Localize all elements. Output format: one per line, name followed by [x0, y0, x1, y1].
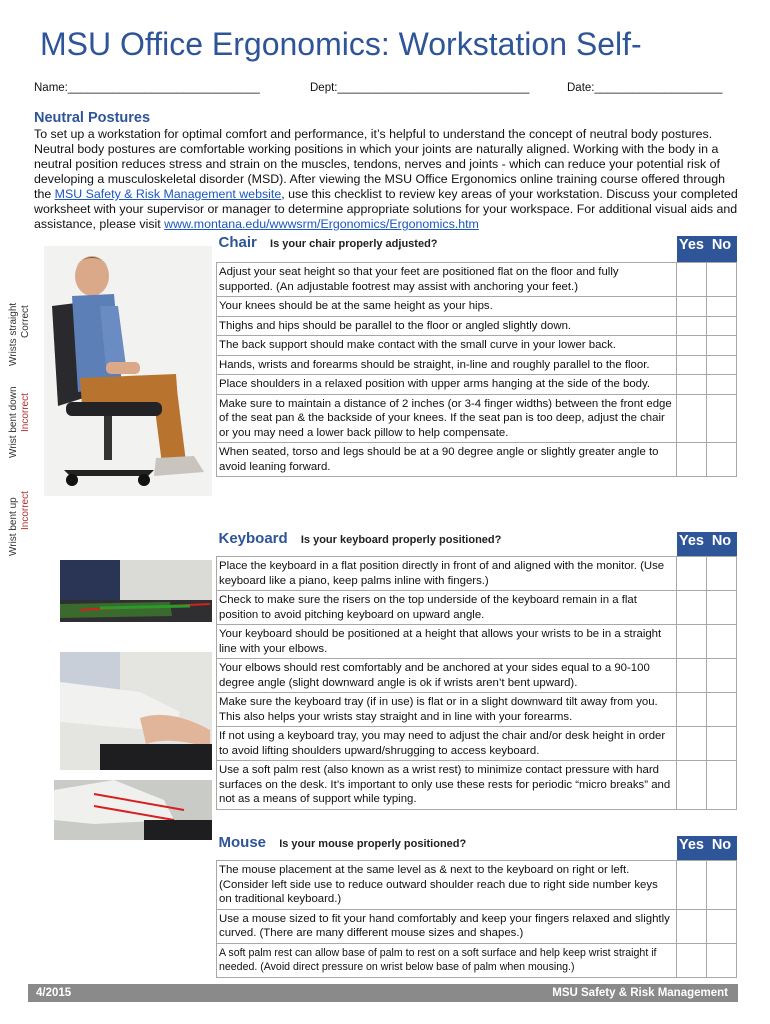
no-checkbox[interactable] [707, 761, 737, 810]
keyboard-yes-label: Yes [679, 533, 704, 549]
wrist-bent-up-label: Wrist bent up [8, 497, 19, 556]
intro-text-1: To set up a workstation for optimal comfort and performance, it’s helpful to understand the concept of neutral body postures. Neutral body postures are comfortable working positions in which your joints are naturally aligned. Working with the body in a neutral position reduces stress and strain on the muscles, tendons, nerves and joints - which can reduce your potential risk of developing a musculoskeletal disorder (MSD). After viewing the MSU Office Ergonomics online training course offered through the [34, 127, 726, 201]
neutral-postures-heading: Neutral Postures [34, 110, 151, 126]
no-checkbox[interactable] [707, 943, 737, 977]
yes-checkbox[interactable] [677, 943, 707, 977]
keyboard-no-label: No [711, 533, 732, 549]
no-checkbox[interactable] [707, 861, 737, 910]
no-checkbox[interactable] [707, 909, 737, 943]
keyboard-question: Is your keyboard properly positioned? [300, 534, 502, 546]
checklist-item: The mouse placement at the same level as & next to the keyboard on right or left. (Consider left side use to reduce outward shoulder reach due to right side number keys on traditional keyboard.) [217, 861, 677, 910]
checklist-item: A soft palm rest can allow base of palm to rest on a soft surface and help keep wrist straight if needed. (Avoid direct pressure on wrist below base of palm when mousing.) [217, 943, 677, 977]
checklist-row [217, 297, 737, 317]
checklist-row [217, 316, 737, 336]
checklist-row [217, 375, 737, 395]
keyboard-title: Keyboard [218, 530, 288, 547]
checklist-row [217, 443, 737, 477]
wrists-straight-label: Wrists straight [8, 302, 19, 366]
yes-checkbox[interactable] [677, 336, 707, 356]
yes-checkbox[interactable] [677, 297, 707, 317]
srm-website-link[interactable]: MSU Safety & Risk Management website [54, 187, 282, 201]
mouse-yes-label: Yes [679, 837, 704, 853]
checklist-row [217, 659, 737, 693]
checklist-item: Check to make sure the risers on the top underside of the keyboard remain in a flat position to avoid pitching keyboard on upward angle. [217, 591, 677, 625]
yes-checkbox[interactable] [677, 693, 707, 727]
yes-checkbox[interactable] [677, 375, 707, 395]
no-checkbox[interactable] [707, 591, 737, 625]
checklist-item: Make sure the keyboard tray (if in use) is flat or in a slight downward tilt away from you. This also helps your wrists stay straight and in line with your forearms. [217, 693, 677, 727]
incorrect-label-1: Incorrect [20, 393, 31, 432]
checklist-item: Your knees should be at the same height as your hips. [217, 297, 677, 317]
yes-checkbox[interactable] [677, 443, 707, 477]
footer-org: MSU Safety & Risk Management [552, 987, 728, 999]
checklist-item: Place shoulders in a relaxed position with upper arms hanging at the side of the body. [217, 375, 677, 395]
keyboard-yes-no-header [677, 532, 737, 557]
incorrect-label-2: Incorrect [20, 491, 31, 530]
checklist-item: If not using a keyboard tray, you may need to adjust the chair and/or desk height in order to avoid lifting shoulders upward/shrugging to access keyboard. [217, 727, 677, 761]
no-checkbox[interactable] [707, 316, 737, 336]
no-checkbox[interactable] [707, 263, 737, 297]
checklist-row [217, 943, 737, 977]
checklist-item: Hands, wrists and forearms should be straight, in-line and roughly parallel to the floor. [217, 355, 677, 375]
footer-date: 4/2015 [36, 987, 72, 999]
checklist-item: Use a mouse sized to fit your hand comfortably and keep your fingers relaxed and slightly curved. (There are many different mouse sizes and shapes.) [217, 909, 677, 943]
checklist-row [217, 761, 737, 810]
checklist-item: Adjust your seat height so that your feet are positioned flat on the floor and fully supported. (An adjustable footrest may assist with anchoring your feet.) [217, 263, 677, 297]
footer-bar [28, 984, 738, 1002]
checklist-row [217, 591, 737, 625]
yes-checkbox[interactable] [677, 861, 707, 910]
intro-text-2: , use this checklist to review key areas of your workstation. Discuss your completed worksheet with your supervisor or manager to determine appropriate solutions for your workspace. For additional visual aids and assistance, please visit [34, 187, 738, 231]
yes-checkbox[interactable] [677, 761, 707, 810]
wrist-bent-down-photo [60, 652, 212, 770]
yes-checkbox[interactable] [677, 727, 707, 761]
checklist-row [217, 693, 737, 727]
yes-checkbox[interactable] [677, 355, 707, 375]
yes-checkbox[interactable] [677, 316, 707, 336]
checklist-item: Your elbows should rest comfortably and be anchored at your sides equal to a 90-100 degree angle (slight downward angle is ok if wrists aren’t bent upward). [217, 659, 677, 693]
checklist-item: Thighs and hips should be parallel to the floor or angled slightly down. [217, 316, 677, 336]
chair-yes-no-header [677, 236, 737, 263]
mouse-no-label: No [711, 837, 732, 853]
wrists-straight-photo [60, 560, 212, 622]
chair-question: Is your chair properly adjusted? [270, 238, 438, 250]
no-checkbox[interactable] [707, 625, 737, 659]
keyboard-header [217, 532, 677, 557]
name-field[interactable]: Name:______________________________ [34, 82, 260, 94]
page-title: MSU Office Ergonomics: Workstation Self- [40, 26, 642, 62]
correct-label: Correct [20, 305, 31, 338]
checklist-row [217, 557, 737, 591]
yes-checkbox[interactable] [677, 263, 707, 297]
chair-posture-photo [44, 246, 212, 496]
date-field[interactable]: Date:____________________ [567, 82, 723, 94]
yes-checkbox[interactable] [677, 659, 707, 693]
yes-checkbox[interactable] [677, 557, 707, 591]
yes-checkbox[interactable] [677, 591, 707, 625]
checklist-item: Use a soft palm rest (also known as a wrist rest) to minimize contact pressure with hard surfaces on the desk. It’s important to only use these rests for periodic “micro breaks” and not as a means of support while typing. [217, 761, 677, 810]
no-checkbox[interactable] [707, 394, 737, 443]
mouse-question: Is your mouse properly positioned? [279, 838, 467, 850]
mouse-title: Mouse [218, 834, 267, 851]
chair-checklist [216, 236, 737, 477]
checklist-row [217, 394, 737, 443]
checklist-item: Make sure to maintain a distance of 2 inches (or 3-4 finger widths) between the front edge of the seat pan & the backside of your knees. If the seat pan is too deep, adjust the chair or you may need a lower back pillow to help compensate. [217, 394, 677, 443]
no-checkbox[interactable] [707, 355, 737, 375]
chair-no-label: No [711, 237, 732, 253]
checklist-row [217, 909, 737, 943]
no-checkbox[interactable] [707, 297, 737, 317]
checklist-item: When seated, torso and legs should be at a 90 degree angle or slightly greater angle to avoid leaning forward. [217, 443, 677, 477]
mouse-header [217, 836, 677, 861]
no-checkbox[interactable] [707, 443, 737, 477]
no-checkbox[interactable] [707, 557, 737, 591]
checklist-row [217, 336, 737, 356]
checklist-row [217, 355, 737, 375]
chair-yes-label: Yes [679, 237, 704, 253]
yes-checkbox[interactable] [677, 909, 707, 943]
no-checkbox[interactable] [707, 659, 737, 693]
mouse-yes-no-header [677, 836, 737, 861]
no-checkbox[interactable] [707, 727, 737, 761]
wrist-bent-down-label: Wrist bent down [8, 386, 19, 458]
intro-paragraph [34, 127, 740, 232]
dept-field[interactable]: Dept:______________________________ [310, 82, 530, 94]
checklist-row [217, 861, 737, 910]
checklist-row [217, 727, 737, 761]
no-checkbox[interactable] [707, 375, 737, 395]
checklist-item: The back support should make contact with the small curve in your lower back. [217, 336, 677, 356]
ergonomics-url-link[interactable]: www.montana.edu/wwwsrm/Ergonomics/Ergonomics.htm [164, 217, 479, 231]
checklist-item: Place the keyboard in a flat position directly in front of and aligned with the monitor. (Use keyboard like a piano, keep palms inline with fingers.) [217, 557, 677, 591]
checklist-item: Your keyboard should be positioned at a height that allows your wrists to be in a straight line with your elbows. [217, 625, 677, 659]
chair-header [217, 236, 677, 263]
yes-checkbox[interactable] [677, 394, 707, 443]
yes-checkbox[interactable] [677, 625, 707, 659]
checklist-row [217, 625, 737, 659]
no-checkbox[interactable] [707, 693, 737, 727]
wrist-bent-up-photo [54, 780, 212, 840]
checklist-row [217, 263, 737, 297]
no-checkbox[interactable] [707, 336, 737, 356]
chair-title: Chair [218, 234, 257, 251]
mouse-checklist [216, 836, 737, 978]
keyboard-checklist [216, 532, 737, 810]
